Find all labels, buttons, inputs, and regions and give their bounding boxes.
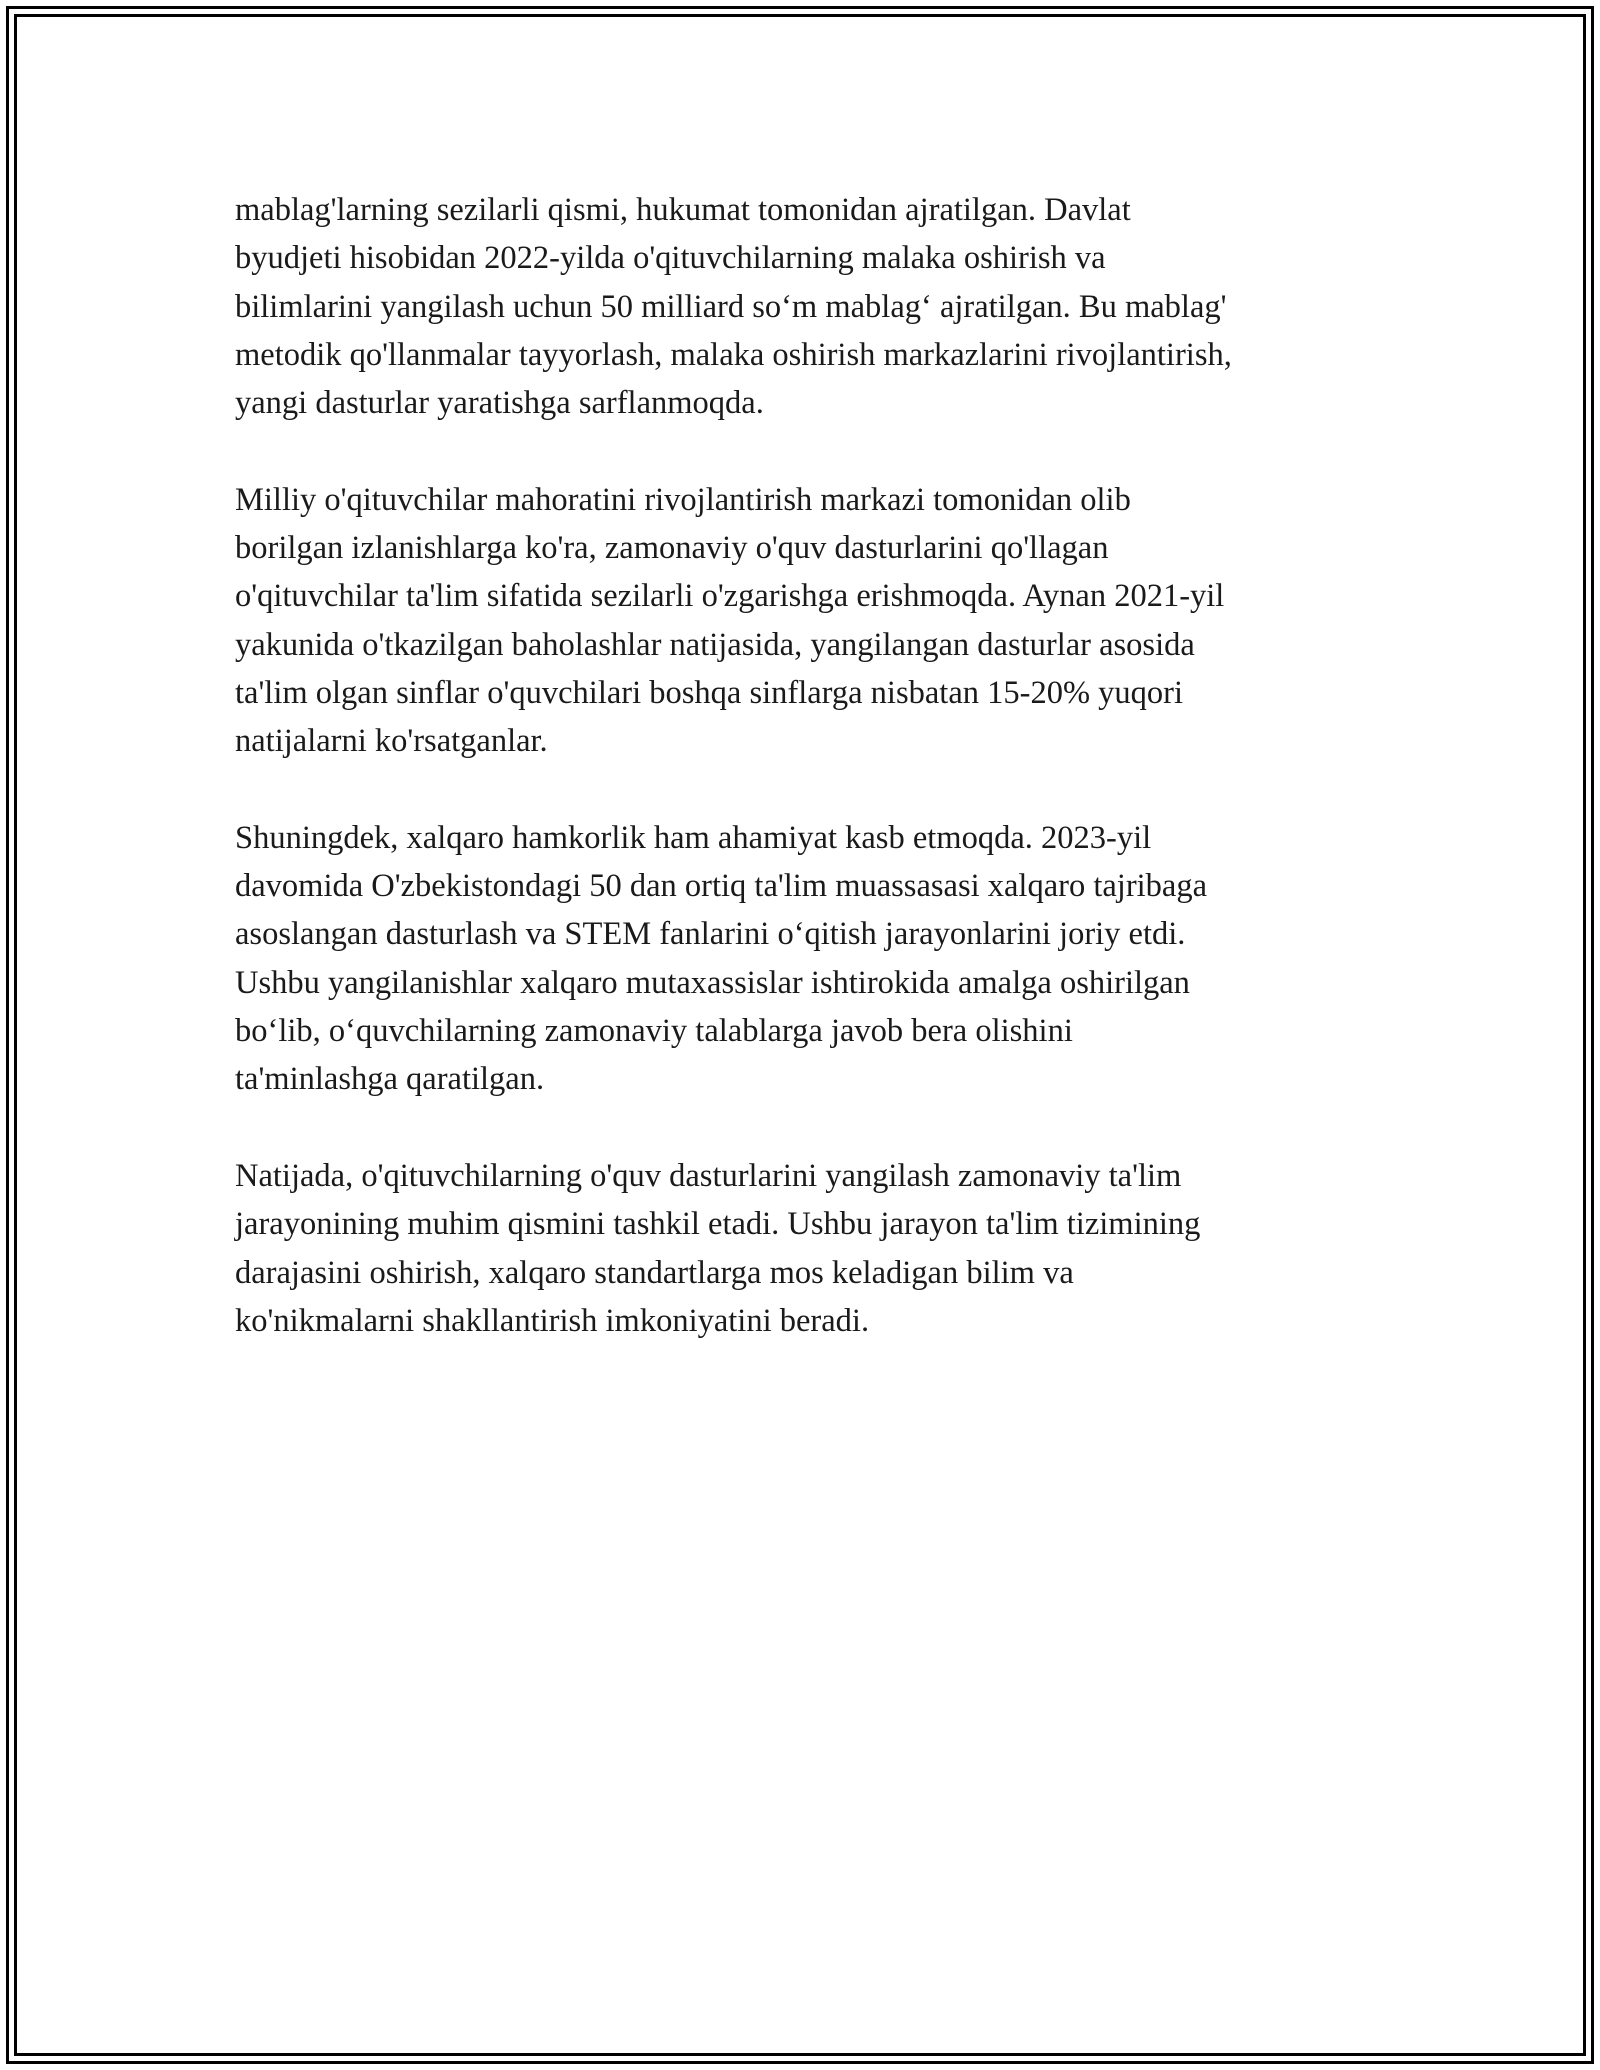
text-line: byudjeti hisobidan 2022-yilda o'qituvchilarning malaka oshirish va [235,240,1106,277]
paragraph-funding [235,186,1375,427]
paragraph-research [235,476,1375,766]
text-line: davomida O'zbekistondagi 50 dan ortiq ta'lim muassasasi xalqaro tajribaga [235,868,1208,905]
text-line: Shuningdek, xalqaro hamkorlik ham ahamiyat kasb etmoqda. 2023-yil [235,819,1152,856]
text-line: Natijada, o'qituvchilarning o'quv dasturlarini yangilash zamonaviy ta'lim [235,1157,1182,1194]
text-line: asoslangan dasturlash va STEM fanlarini o‘qitish jarayonlarini joriy etdi. [235,916,1186,953]
document-body [235,186,1375,1393]
text-line: natijalarni ko'rsatganlar. [235,723,548,760]
text-line: ko'nikmalarni shakllantirish imkoniyatini beradi. [235,1302,870,1339]
text-line: mablag'larning sezilarli qismi, hukumat tomonidan ajratilgan. Davlat [235,192,1131,228]
text-line: metodik qo'llanmalar tayyorlash, malaka oshirish markazlarini rivojlantirish, [235,336,1232,373]
text-line: Ushbu yangilanishlar xalqaro mutaxassislar ishtirokida amalga oshirilgan [235,964,1190,1001]
paragraph-international [235,814,1375,1104]
text-line: bilimlarini yangilash uchun 50 milliard so‘m mablag‘ ajratilgan. Bu mablag' [235,288,1227,325]
text-line: Milliy o'qituvchilar mahoratini rivojlantirish markazi tomonidan olib [235,481,1131,518]
text-line: darajasini oshirish, xalqaro standartlarga mos keladigan bilim va [235,1254,1074,1291]
text-line: yakunida o'tkazilgan baholashlar natijasida, yangilangan dasturlar asosida [235,626,1195,663]
text-line: ta'lim olgan sinflar o'quvchilari boshqa sinflarga nisbatan 15-20% yuqori [235,674,1183,711]
text-line: borilgan izlanishlarga ko'ra, zamonaviy o'quv dasturlarini qo'llagan [235,530,1109,567]
text-line: jarayonining muhim qismini tashkil etadi. Ushbu jarayon ta'lim tizimining [235,1206,1201,1243]
text-line: ta'minlashga qaratilgan. [235,1061,545,1098]
text-line: yangi dasturlar yaratishga sarflanmoqda. [235,385,764,422]
text-line: bo‘lib, o‘quvchilarning zamonaviy talablarga javob bera olishini [235,1013,1073,1050]
text-line: o'qituvchilar ta'lim sifatida sezilarli o'zgarishga erishmoqda. Aynan 2021-yil [235,578,1225,615]
paragraph-conclusion [235,1152,1375,1345]
